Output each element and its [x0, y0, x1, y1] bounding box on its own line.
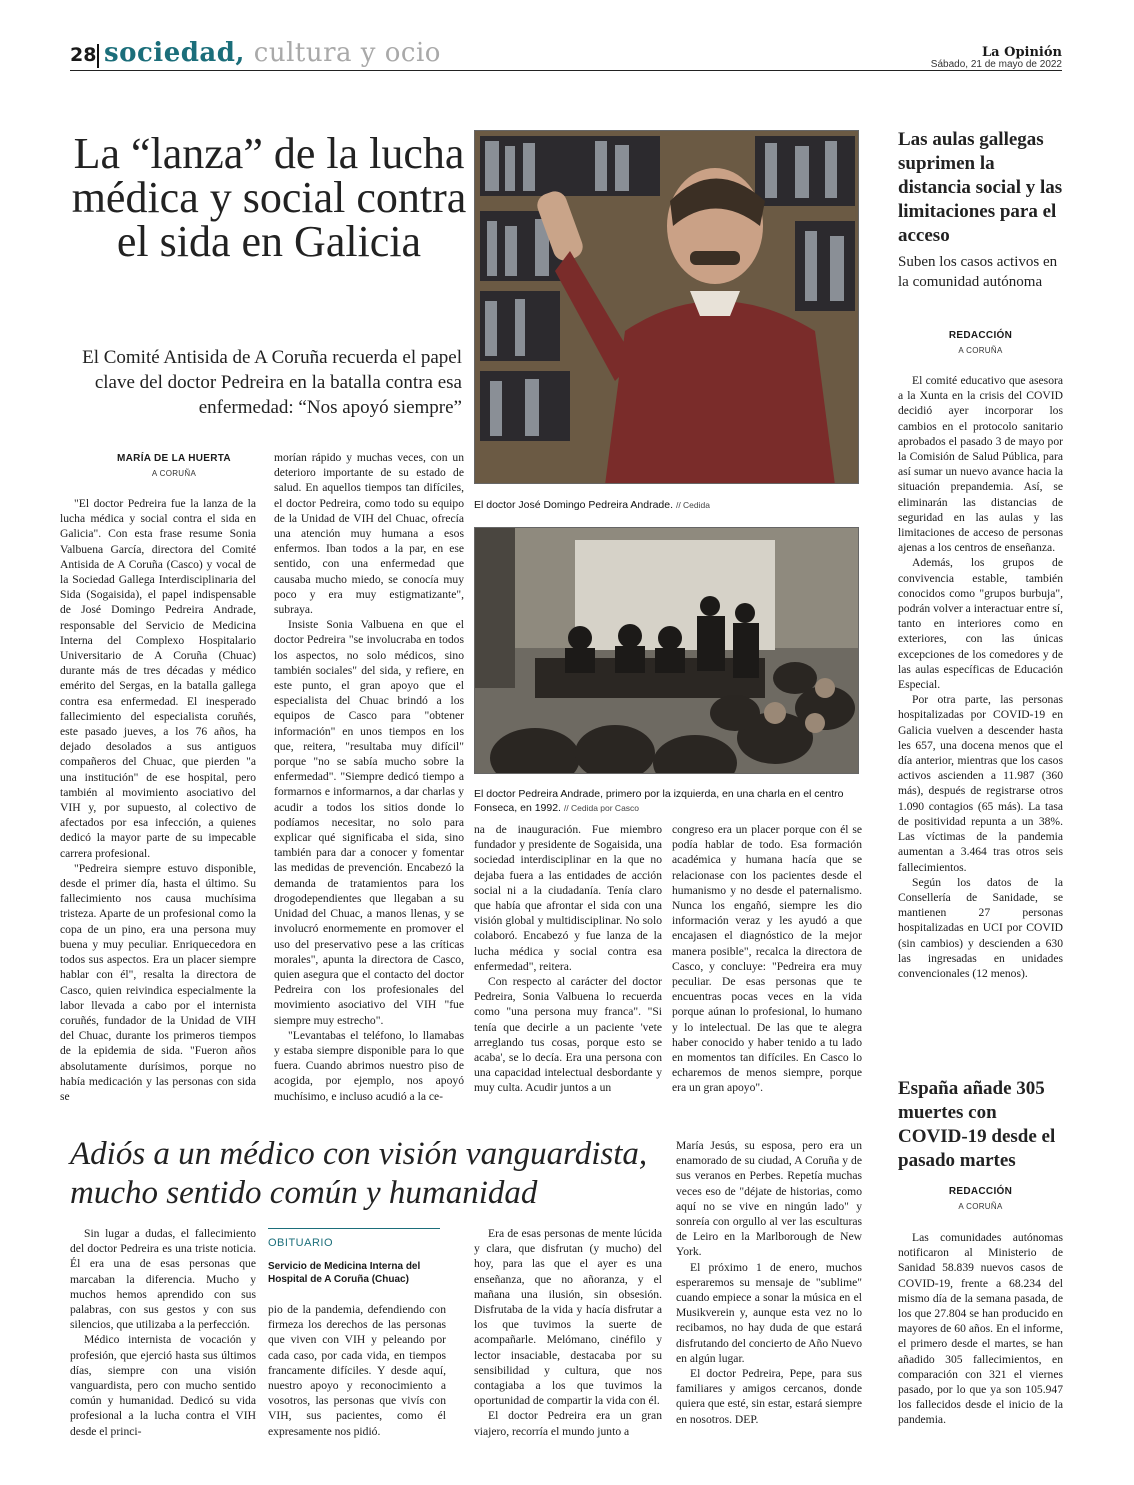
main-col4-para1: congreso era un placer porque con él se podía hablar de todo. Esa formación académica y humana hacía que se relacionase con los pacientes desde el humanismo y no desde el paternalismo. Nunca los engañó, siempre les dio información veraz y les ayudó a que encajasen el diagnóstico de la mejor manera posible", recalca la directora de Casco, y concluye: "Pedreira era muy peculiar. De esas personas que te encuentras pocas veces en la vida porque aúnan lo profesional, lo humano y lo intelectual. De las que te alegra haber conocido y haber tenido a tu lado en momentos tan difíciles. En Casco lo echaremos de menos siempre, porque era un gran apoyo". — [672, 823, 862, 1095]
sidebar1-para3: Por otra parte, las personas hospitalizadas por COVID-19 en Galicia vuelven a descender hasta les 657, una docena menos que el día anterior, mientras que los casos activos ascienden a 11.987 (360 más), después de registrarse otros 1.090 contagios (65 más). La tasa de positividad repunta a un 38%. Las víctimas de la pandemia aumentan a 3.464 tras otros seis fallecimientos. — [898, 693, 1063, 874]
main-headline: La “lanza” de la lucha médica y social contra el sida en Galicia — [71, 129, 467, 266]
sidebar1-dateline: A CORUÑA — [958, 346, 1003, 355]
issue-date: Sábado, 21 de mayo de 2022 — [930, 59, 1062, 70]
obit-col4-para1: María Jesús, su esposa, pero era un enamorado de su ciudad, A Coruña y de sus veranos en Perbes. Repetía muchas veces eso de "déjate de historias, como aquí no se vive en ningún lado" y sonreía con orgullo al ver las esculturas de Leiro en la Marlborough de New York. — [676, 1139, 862, 1259]
obituary-column-3 — [474, 1226, 662, 1439]
newspaper-brand: La Opinión — [982, 45, 1062, 60]
main-col2-para3: "Levantabas el teléfono, lo llamabas y estaba siempre disponible para lo que fuera. Cuando abrimos nuestro piso de acogida, por ejemplo, nos apoyó muchísimo, e incluso acudió a la ce- — [274, 1028, 464, 1103]
photo2-caption-text: El doctor Pedreira Andrade, primero por la izquierda, en una charla en el centro Fonseca, en 1992. — [474, 788, 844, 814]
sidebar1-body — [898, 373, 1063, 981]
sidebar2-dateline: A CORUÑA — [958, 1202, 1003, 1211]
main-column-3 — [474, 822, 662, 1096]
sidebar2-body — [898, 1230, 1063, 1428]
sidebar1-para4: Según los datos de la Consellería de Sanidade, se mantienen 27 personas hospitalizadas en UCI por COVID (sin cambios) y descienden a 630 las ingresadas en unidades convencionales (12 menos). — [898, 875, 1063, 980]
main-col3-para2: Con respecto al carácter del doctor Pedreira, Sonia Valbuena lo recuerda como "una persona muy franca". "Si tenía que decirle a un paciente 'vete arreglando tus cosas, porque esto se acaba', se lo decía. Era una persona con una capacidad intelectual desbordante y muy culta. Acudir juntos a un — [474, 975, 662, 1095]
main-col3-para1: na de inauguración. Fue miembro fundador y presidente de Sogaisida, una sociedad interdisciplinar en la que no dejaba fuera a las entidades de acción social ni a la ciudadanía. Tenía claro que había que afrontar el sida con una visión global y multidisciplinar. No solo colaboró. Encabezó y fue lanza de la lucha médica y social contra esa enfermedad", reitera. — [474, 823, 662, 973]
photo2-credit: // Cedida por Casco — [563, 803, 640, 813]
sidebar2-byline: REDACCIÓN — [948, 1186, 1013, 1197]
header-rule — [70, 70, 1062, 71]
main-dateline: A CORUÑA — [151, 469, 197, 478]
sidebar1-title: Las aulas gallegas suprimen la distancia social y las limitaciones para el acceso — [898, 129, 1063, 246]
main-column-2 — [274, 450, 464, 1104]
event-photo — [474, 527, 859, 774]
obituary-label: OBITUARIO — [268, 1228, 440, 1249]
obituary-author: Servicio de Medicina Interna del Hospital de A Coruña (Chuac) — [268, 1261, 421, 1285]
obituary-column-1 — [70, 1226, 256, 1439]
obit-col3-para2: El doctor Pedreira era un gran viajero, recorría el mundo junto a — [474, 1409, 662, 1438]
portrait-illustration — [475, 131, 859, 484]
page-number: 28 — [70, 44, 97, 66]
main-col1-para1: "El doctor Pedreira fue la lanza de la lucha médica y social contra el sida en Galicia". Con esta frase resume Sonia Valbuena García, directora del Comité Antisida de A Coruña (Casco) y vocal de la Sociedad Gallega Interdisciplinaria del Sida (Sogaisida), el papel indispensable de José Domingo Pedreira Andrade, responsable del Servicio de Medicina Interna del Complexo Hospitalario Universitario de A Coruña (Chuac) durante más de tres décadas y médico emérito del Sergas, en la batalla gallega contra esa enfermedad. El inesperado fallecimiento del especialista coruñés, este pasado jueves, a los 76 años, ha dejado desolados a sus antiguos compañeros del Chuac, que pierden "a una institución" de ese hospital, pero también al movimiento asociativo del VIH y, por supuesto, al colectivo de afectados por esa infección, a quienes dedicó la mayor parte de su impecable carrera profesional. — [60, 497, 256, 860]
main-column-1 — [60, 496, 256, 1104]
obit-col4-para3: El doctor Pedreira, Pepe, para sus familiares y amigos cercanos, donde quiera que esté, sin estar, estará siempre en nosotros. DEP. — [676, 1367, 862, 1426]
main-byline: MARÍA DE LA HUERTA — [117, 453, 231, 464]
obit-col1-para1: Sin lugar a dudas, el fallecimiento del doctor Pedreira es una triste noticia. Él era una de esas personas que marcaban la diferencia. Mucho y muchos hemos aprendido con sus palabras, con sus gestos y con sus silencios, que utilizaba a la perfección. — [70, 1227, 256, 1332]
main-col2-para2: Insiste Sonia Valbuena en que el doctor Pedreira "se involucraba en todos los aspectos, no solo médicos, sino también sociales" del sida, y refiere, en este punto, el gran apoyo que el especialista del Chuac brindó a los equipos de Casco para "obtener información" en unos tiempos en los que, reitera, "resultaba muy difícil" porque "no se sabía mucho sobre la enfermedad". "Siempre dedicó tiempo a formarnos e informarnos, a dar charlas y acudir a todos los sitios donde lo podíamos necesitar, no solo para explicar qué significaba el sida, sino también para dar a conocer y fomentar las medidas de prevención. Encabezó la demanda de tratamientos para los drogodependientes que llegaban a su Unidad del Chuac, a manos llenas, y se involucró enormemente en promover el uso del preservativo pese a las críticas morales", apunta la directora de Casco, quien asegura que el contacto del doctor Pedreira con los profesionales del movimiento asociativo del VIH "fue siempre muy estrecho". — [274, 618, 464, 1027]
obit-col2-para1: pio de la pandemia, defendiendo con firmeza los derechos de las personas que viven con VIH y peleando por cada caso, por cada vida, en tiempos francamente difíciles. Y desde aquí, nuestro apoyo y reconocimiento a vosotros, las personas que vivís con VIH, sus pacientes, como él expresamente nos pidió. — [268, 1303, 446, 1438]
sidebar1-para2: Además, los grupos de convivencia estable, también conocidos como "grupos burbuja", podrán volver a interactuar entre sí, tanto en interiores como en exteriores, con las únicas excepciones de los comedores y de las aulas específicas de Educación Especial. — [898, 556, 1063, 692]
portrait-photo — [474, 130, 859, 484]
main-col1-para2: "Pedreira siempre estuvo disponible, desde el primer día, hasta el último. Su fallecimiento nos causa muchísima tristeza. Aparte de un profesional como la copa de un pino, era una persona muy buena y muy peculiar. Enriquecedora en todos sus aspectos. Era un placer siempre hablar con él", resalta la directora de Casco, quien reivindica especialmente la labor llevada a cabo por el internista coruñés, fundador de la Unidad de VIH del Chuac, durante los primeros tiempos de la epidemia de sida. "Fueron años absolutamente durísimos, porque no había medicación y las personas con sida se — [60, 861, 256, 1103]
photo2-caption — [474, 787, 859, 815]
header-divider — [97, 44, 99, 68]
obituary-column-4 — [676, 1138, 862, 1427]
section-rest: cultura y ocio — [245, 38, 441, 68]
obituary-title: Adiós a un médico con visión vanguardista, mucho sentido común y humanidad — [70, 1136, 648, 1211]
sidebar2-para1: Las comunidades autónomas notificaron al Ministerio de Sanidad 58.839 nuevos casos de COVID-19, frente a 68.234 del mismo día de la semana pasada, de los que 27.804 se han producido en mayores de 60 años. En el informe, el primero desde el martes, se han añadido 305 fallecimientos, en comparación con 321 el viernes pasado, por lo que ya son 105.947 los fallecidos desde el inicio de la pandemia. — [898, 1231, 1063, 1427]
main-column-4 — [672, 822, 862, 1096]
photo1-credit: // Cedida — [675, 500, 710, 510]
sidebar1-subtitle: Suben los casos activos en la comunidad autónoma — [898, 254, 1058, 290]
sidebar1-para1: El comité educativo que asesora a la Xunta en la crisis del COVID decidió ayer incorporar los cambios en el protocolo sanitario aprobados el pasado 3 de mayo por la Comisión de Salud Pública, para así sumar un nuevo avance hacia la situación prepandemia. Así, se eliminarán las distancias de seguridad en las aulas y las limitaciones de acceso de personas ajenas a los centros de enseñanza. — [898, 374, 1063, 555]
photo1-caption-text: El doctor José Domingo Pedreira Andrade. — [474, 499, 674, 511]
obit-col4-para2: El próximo 1 de enero, muchos esperaremos su mensaje de "sublime" cuando empiece a sonar la música en el Musikverein y, aunque esta vez no lo recibamos, no hay duda de que estará disfrutando del concierto de Año Nuevo en algún lugar. — [676, 1260, 862, 1365]
photo1-caption — [474, 498, 859, 512]
sidebar2-title: España añade 305 muertes con COVID-19 desde el pasado martes — [898, 1078, 1056, 1171]
event-illustration — [475, 528, 859, 774]
main-subhead: El Comité Antisida de A Coruña recuerda el papel clave del doctor Pedreira en la batalla contra esa enfermedad: “Nos apoyó siempre” — [82, 347, 462, 418]
section-main: sociedad, — [104, 38, 245, 68]
main-col2-para1: morían rápido y muchas veces, con un deterioro importante de su estado de salud. En aquellos tiempos tan difíciles, el doctor Pedreira, como todo su equipo de la Unidad de VIH del Chuac, ofrecía una atención muy humana a esos enfermos. Iban todos a la par, en ese sentido, con una enfermedad que causaba mucho miedo, se conocía muy poco y era muy estigmatizante", subraya. — [274, 451, 464, 617]
sidebar1-byline: REDACCIÓN — [948, 330, 1013, 341]
section-title — [104, 38, 441, 68]
obit-col3-para1: Era de esas personas de mente lúcida y clara, que disfrutan (y mucho) del hoy, para las que el ayer es una enseñanza, que no añoranza, y el mañana una ilusión, sin obsesión. Disfrutaba de la vida y hacía disfrutar a los que tuvimos la suerte de acompañarle. Melómano, cinéfilo y lector insaciable, destacaba por su sensibilidad y cultura, que nos contagiaba a los que tuvimos la oportunidad de compartir la vida con él. — [474, 1227, 662, 1408]
obit-col1-para2: Médico internista de vocación y profesión, que ejerció hasta sus últimos días, siempre con una visión vanguardista, pero con mucho sentido común y humanidad. Dedicó su vida profesional a la lucha contra el VIH desde el princi- — [70, 1333, 256, 1438]
obituary-column-2 — [268, 1302, 446, 1439]
